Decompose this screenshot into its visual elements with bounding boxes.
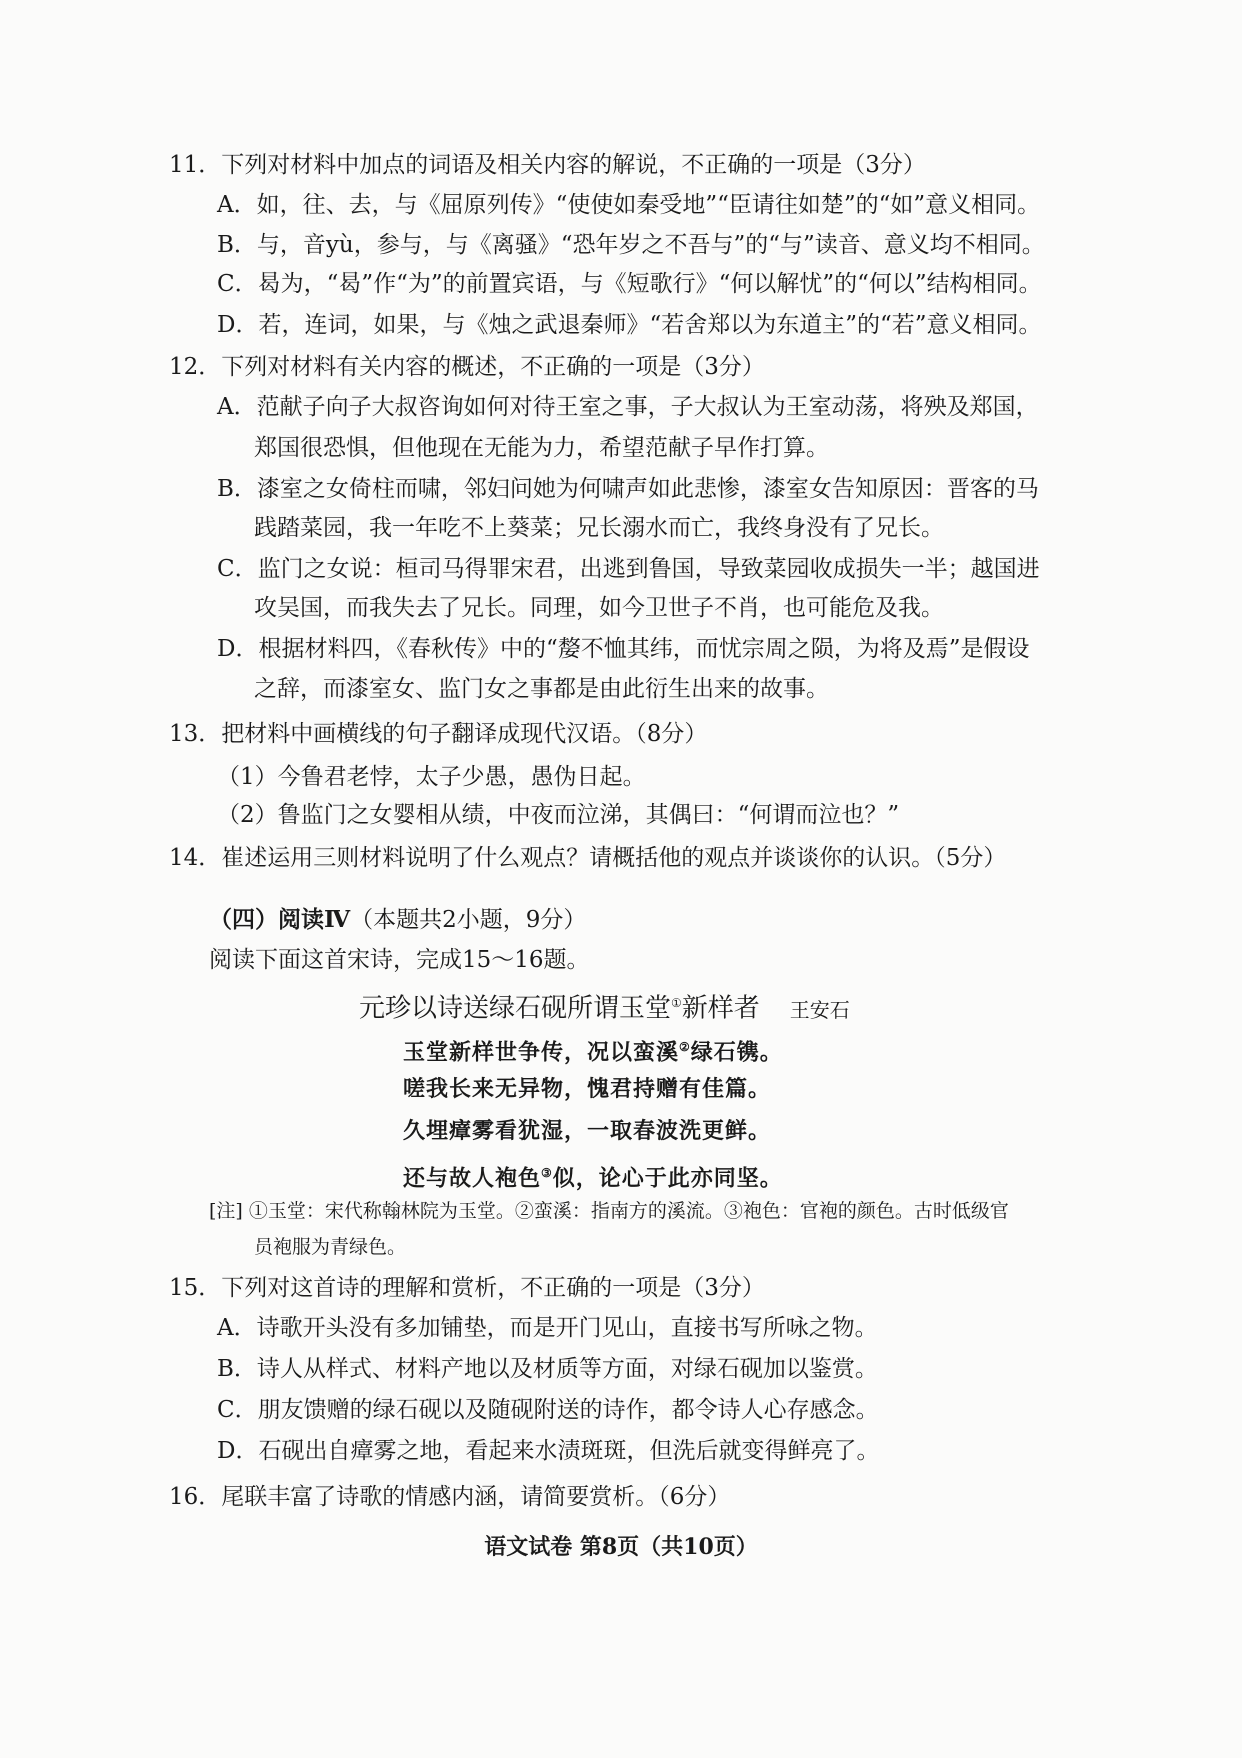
poem-title-part1: 元珍以诗送绿石砚所谓玉堂 xyxy=(359,993,672,1024)
q13-item-2: （2）鲁监门之女婴相从绩，中夜而泣涕，其偶曰：“何谓而泣也？” xyxy=(217,802,900,828)
q12-option-c: C．监门之女说：桓司马得罪宋君，出逃到鲁国，导致菜园收成损失一半；越国进 xyxy=(217,556,1040,582)
poem-line-3 xyxy=(403,1116,771,1146)
q15-option-c: C．朋友馈赠的绿石砚以及随砚附送的诗作，都令诗人心存感念。 xyxy=(217,1397,879,1423)
section-instruction: 阅读下面这首宋诗，完成15～16题。 xyxy=(209,947,590,973)
poem-title-part2: 新样者 xyxy=(681,993,760,1024)
footnote-marker: ① xyxy=(671,996,682,1010)
poem-text: 绿石镌。 xyxy=(690,1039,783,1066)
q11-option-d: D．若，连词，如果，与《烛之武退秦师》“若舍郑以为东道主”的“若”意义相同。 xyxy=(217,312,1042,338)
q15-option-a: A．诗歌开头没有多加铺垫，而是开门见山，直接书写所咏之物。 xyxy=(217,1315,878,1341)
q13-item-1: （1）今鲁君老悖，太子少愚，愚伪日起。 xyxy=(217,764,646,790)
q12-option-c-cont: 攻吴国，而我失去了兄长。同理，如今卫世子不肖，也可能危及我。 xyxy=(254,595,944,621)
q15-option-d: D．石砚出自瘴雾之地，看起来水渍斑斑，但洗后就变得鲜亮了。 xyxy=(217,1438,880,1464)
q11-option-a: A．如，往、去，与《屈原列传》“使使如秦受地”“臣请往如楚”的“如”意义相同。 xyxy=(217,192,1041,218)
poem-text: 还与故人袍色 xyxy=(403,1165,542,1192)
question-13-stem: 13．把材料中画横线的句子翻译成现代汉语。（8分） xyxy=(169,721,708,747)
page-footer: 语文试卷 第8页（共10页） xyxy=(484,1534,758,1560)
poem-line-2 xyxy=(403,1074,771,1104)
q12-option-b-cont: 践踏菜园，我一年吃不上葵菜；兄长溺水而亡，我终身没有了兄长。 xyxy=(254,515,944,541)
poem-note-cont: 员袍服为青绿色。 xyxy=(254,1236,407,1258)
question-11-stem: 11．下列对材料中加点的词语及相关内容的解说，不正确的一项是（3分） xyxy=(169,152,926,178)
poem-line-4 xyxy=(403,1158,783,1193)
poem-author: 王安石 xyxy=(789,997,850,1022)
section-heading xyxy=(209,905,586,935)
q12-option-d-cont: 之辞，而漆室女、监门女之事都是由此衍生出来的故事。 xyxy=(254,676,829,702)
footnote-marker: ② xyxy=(679,1040,691,1054)
poem-text: 玉堂新样世争传，况以蛮溪 xyxy=(403,1039,680,1066)
footnote-marker: ③ xyxy=(541,1166,553,1180)
q11-option-b: B．与，音yù，参与，与《离骚》“恐年岁之不吾与”的“与”读音、意义均不相同。 xyxy=(217,232,1045,258)
poem-line-1 xyxy=(403,1032,783,1067)
question-16-stem: 16．尾联丰富了诗歌的情感内涵，请简要赏析。（6分） xyxy=(169,1484,731,1510)
q15-option-b: B．诗人从样式、材料产地以及材质等方面，对绿石砚加以鉴赏。 xyxy=(217,1356,878,1382)
poem-text: 嗟我长来无异物，愧君持赠有佳篇。 xyxy=(403,1076,772,1102)
section-note: （本题共2小题，9分） xyxy=(350,907,587,933)
question-12-stem: 12．下列对材料有关内容的概述，不正确的一项是（3分） xyxy=(169,354,765,380)
question-14-stem: 14．崔述运用三则材料说明了什么观点？请概括他的观点并谈谈你的认识。（5分） xyxy=(169,845,1007,871)
q12-option-b: B．漆室之女倚柱而啸，邻妇问她为何啸声如此悲惨，漆室女告知原因：晋客的马 xyxy=(217,476,1039,502)
q12-option-d: D．根据材料四，《春秋传》中的“嫠不恤其纬，而忧宗周之陨，为将及焉”是假设 xyxy=(217,636,1030,662)
poem-text: 似，论心于此亦同坚。 xyxy=(552,1165,783,1192)
q11-option-c: C．曷为，“曷”作“为”的前置宾语，与《短歌行》“何以解忧”的“何以”结构相同。 xyxy=(217,271,1042,297)
question-15-stem: 15．下列对这首诗的理解和赏析，不正确的一项是（3分） xyxy=(169,1275,765,1301)
poem-title xyxy=(359,988,850,1025)
q12-option-a: A．范献子向子大叔咨询如何对待王室之事，子大叔认为王室动荡，将殃及郑国， xyxy=(217,394,1039,420)
poem-text: 久埋瘴雾看犹湿，一取春波洗更鲜。 xyxy=(403,1118,772,1144)
q12-option-a-cont: 郑国很恐惧，但他现在无能为力，希望范献子早作打算。 xyxy=(254,435,829,461)
poem-note: [注] ①玉堂：宋代称翰林院为玉堂。②蛮溪：指南方的溪流。③袍色：官袍的颜色。古时低级官 xyxy=(209,1200,1009,1222)
section-title: （四）阅读Ⅳ xyxy=(209,906,351,933)
